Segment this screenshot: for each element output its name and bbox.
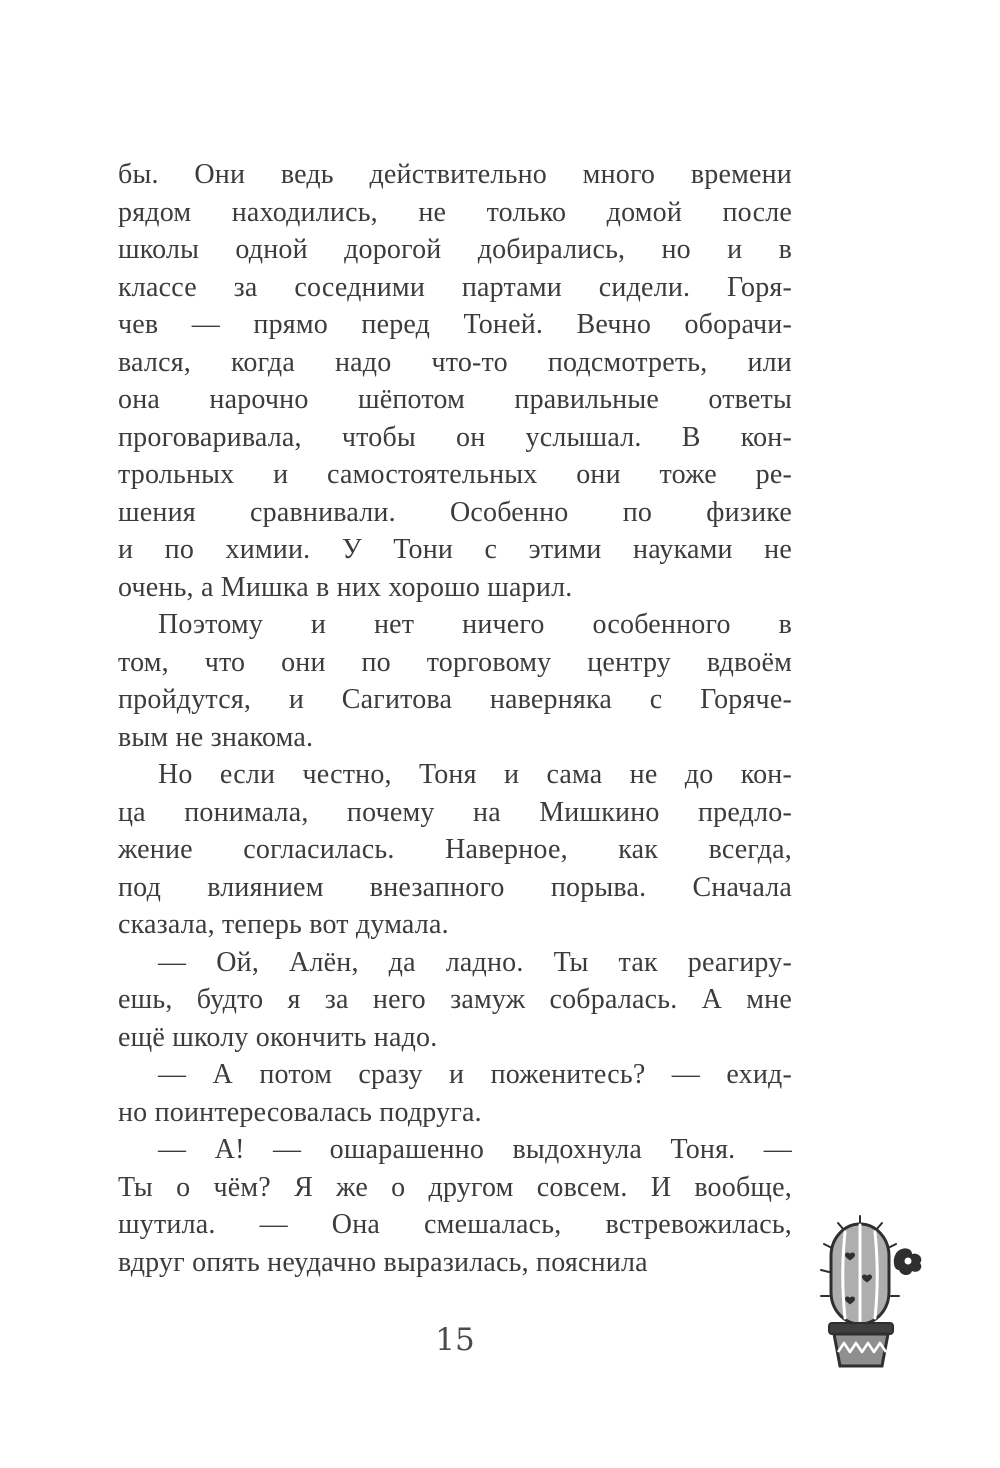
- text-line: классе за соседними партами сидели. Горя-: [118, 271, 792, 303]
- text-line: жение согласилась. Наверное, как всегда,: [118, 834, 792, 865]
- paragraph: [118, 606, 792, 756]
- paragraph: [118, 756, 792, 944]
- text-line: Но если честно, Тоня и сама не до кон-: [158, 759, 792, 790]
- text-line: рядом находились, не только домой после: [118, 196, 792, 228]
- text-line: пройдутся, и Сагитова наверняка с Горяче-: [118, 684, 792, 715]
- text-line: — Ой, Алён, да ладно. Ты так реагиру-: [158, 946, 792, 978]
- text-line: Поэтому и нет ничего особенного в: [158, 609, 792, 640]
- text-line: сказала, теперь вот думала.: [118, 909, 449, 940]
- paragraph: [118, 1131, 792, 1281]
- flower-icon: [894, 1248, 921, 1275]
- text-line: она нарочно шёпотом правильные ответы: [118, 384, 792, 415]
- paragraph: [118, 944, 792, 1057]
- paragraph: [118, 156, 792, 606]
- paragraph: [118, 1056, 792, 1131]
- page-text: [118, 156, 792, 1281]
- text-line: но поинтересовалась подруга.: [118, 1096, 482, 1128]
- text-line: — А потом сразу и поженитесь? — ехид-: [158, 1059, 792, 1090]
- text-line: вдруг опять неудачно выразилась, пояснила: [118, 1246, 648, 1278]
- text-line: чев — прямо перед Тоней. Вечно оборачи-: [118, 309, 792, 340]
- cactus-illustration: [800, 1210, 935, 1370]
- text-line: бы. Они ведь действительно много времени: [118, 159, 792, 190]
- text-line: под влиянием внезапного порыва. Сначала: [118, 871, 792, 903]
- text-line: трольных и самостоятельных они тоже ре-: [118, 459, 792, 490]
- text-line: ца понимала, почему на Мишкино предло-: [118, 796, 792, 828]
- text-line: вым не знакома.: [118, 721, 314, 753]
- text-line: школы одной дорогой добирались, но и в: [118, 234, 792, 265]
- text-line: — А! — ошарашенно выдохнула Тоня. —: [158, 1134, 792, 1165]
- text-line: Ты о чём? Я же о другом совсем. И вообще,: [118, 1171, 792, 1203]
- text-line: шения сравнивали. Особенно по физике: [118, 496, 792, 528]
- text-line: вался, когда надо что-то подсмотреть, или: [118, 346, 792, 378]
- cactus-icon: [800, 1210, 935, 1370]
- text-line: проговаривала, чтобы он услышал. В кон-: [118, 421, 792, 453]
- text-line: том, что они по торговому центру вдвоём: [118, 646, 792, 678]
- text-line: и по химии. У Тони с этими науками не: [118, 534, 792, 565]
- text-line: шутила. — Она смешалась, встревожилась,: [118, 1209, 792, 1240]
- text-line: ещё школу окончить надо.: [118, 1021, 438, 1053]
- text-line: очень, а Мишка в них хорошо шарил.: [118, 571, 573, 603]
- page-number: 15: [435, 1322, 475, 1358]
- text-line: ешь, будто я за него замуж собралась. А мне: [118, 984, 792, 1015]
